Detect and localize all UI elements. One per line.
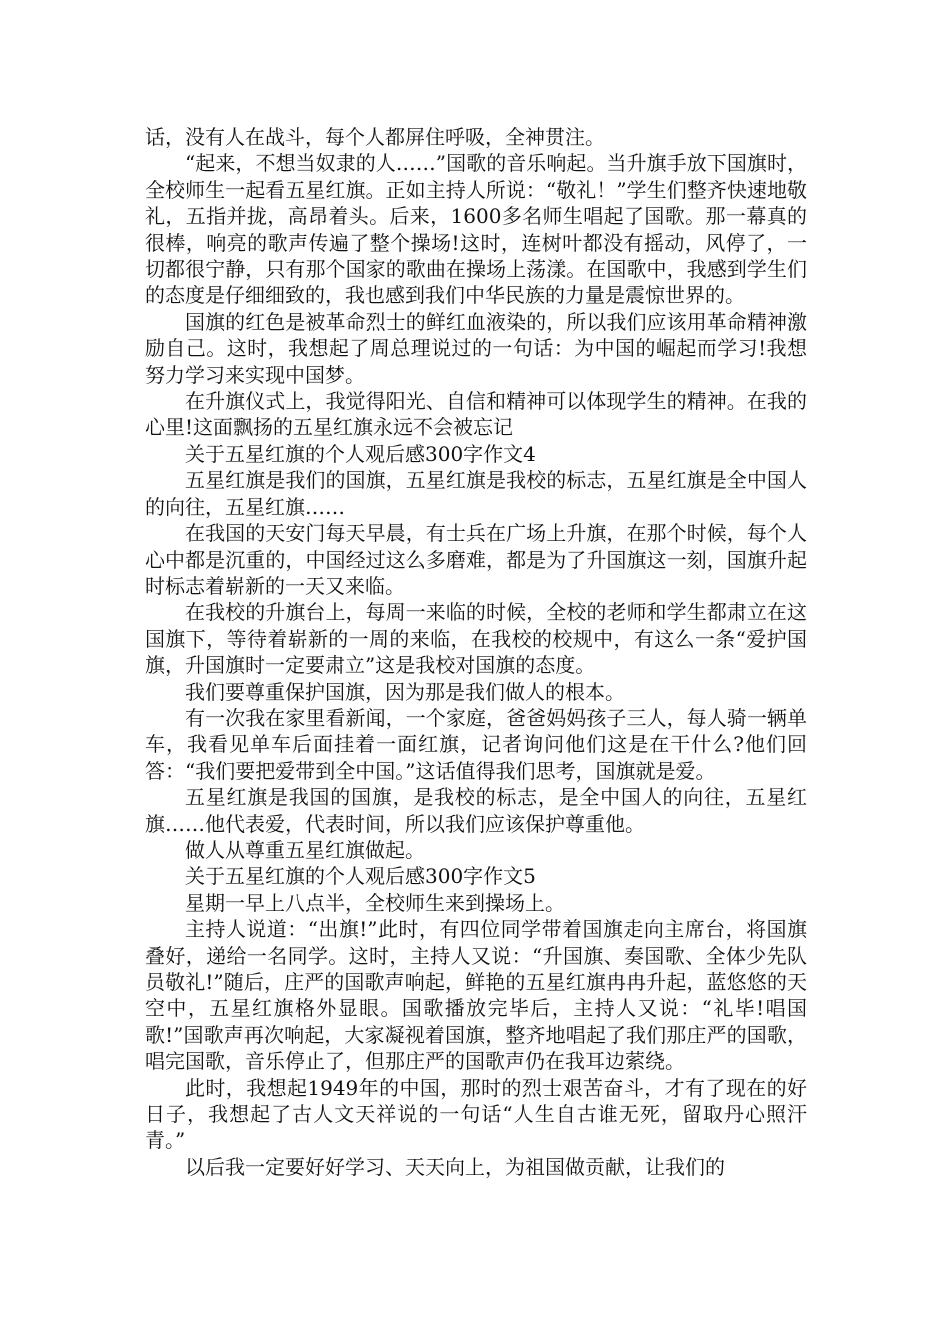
paragraph: 五星红旗是我们的国旗，五星红旗是我校的标志，五星红旗是全中国人的向往，五星红旗…… — [145, 468, 807, 519]
paragraph: 五星红旗是我国的国旗，是我校的标志，是全中国人的向往，五星红旗……他代表爱，代表时间，所以我们应该保护尊重他。 — [145, 785, 807, 836]
paragraph: 此时，我想起1949年的中国，那时的烈士艰苦奋斗，才有了现在的好日子，我想起了古人文天祥说的一句话“人生自古谁无死，留取丹心照汗青。” — [145, 1075, 807, 1153]
document-body — [145, 124, 807, 1180]
paragraph: 国旗的红色是被革命烈士的鲜红血液染的，所以我们应该用革命精神激励自己。这时，我想起了周总理说过的一句话：为中国的崛起而学习!我想努力学习来实现中国梦。 — [145, 309, 807, 387]
paragraph: 以后我一定要好好学习、天天向上，为祖国做贡献，让我们的 — [185, 1154, 725, 1179]
section-heading: 关于五星红旗的个人观后感300字作文5 — [185, 864, 536, 889]
paragraph: 在我校的升旗台上，每周一来临的时候，全校的老师和学生都肃立在这国旗下，等待着崭新的一周的来临，在我校的校规中，有这么一条“爱护国旗，升国旗时一定要肃立”这是我校对国旗的态度。 — [145, 600, 807, 678]
paragraph: 在我国的天安门每天早晨，有士兵在广场上升旗，在那个时候，每个人心中都是沉重的，中国经过这么多磨难，都是为了升国旗这一刻，国旗升起时标志着崭新的一天又来临。 — [145, 521, 807, 598]
paragraph: 星期一早上八点半，全校师生来到操场上。 — [185, 890, 565, 915]
paragraph: “起来，不想当奴隶的人……”国歌的音乐响起。当升旗手放下国旗时，全校师生一起看五星红旗。正如主持人所说：“敬礼！”学生们整齐快速地敬礼，五指并拢，高昂着头。后来，1600多名师生唱起了国歌。那一幕真的很棒，响亮的歌声传遍了整个操场!这时，连树叶都没有摇动，风停了，一切都很宁静，只有那个国家的歌曲在操场上荡漾。在国歌中，我感到学生们的态度是仔细细致的，我也感到我们中华民族的力量是震惊世界的。 — [145, 151, 807, 308]
paragraph: 我们要尊重保护国旗，因为那是我们做人的根本。 — [185, 679, 625, 704]
paragraph: 做人从尊重五星红旗做起。 — [185, 837, 425, 862]
paragraph: 话，没有人在战斗，每个人都屏住呼吸，全神贯注。 — [145, 125, 605, 149]
paragraph: 主持人说道：“出旗!”此时，有四位同学带着国旗走向主席台，将国旗叠好，递给一名同学。这时，主持人又说：“升国旗、奏国歌、全体少先队员敬礼!”随后，庄严的国歌声响起，鲜艳的五星红旗冉冉升起，蓝悠悠的天空中，五星红旗格外显眼。国歌播放完毕后，主持人又说：“礼毕!唱国歌!”国歌声再次响起，大家凝视着国旗，整齐地唱起了我们那庄严的国歌，唱完国歌，音乐停止了，但那庄严的国歌声仍在我耳边萦绕。 — [145, 917, 807, 1074]
section-heading: 关于五星红旗的个人观后感300字作文4 — [185, 441, 536, 466]
paragraph: 在升旗仪式上，我觉得阳光、自信和精神可以体现学生的精神。在我的心里!这面飘扬的五星红旗永远不会被忘记 — [145, 389, 807, 440]
paragraph: 有一次我在家里看新闻，一个家庭，爸爸妈妈孩子三人，每人骑一辆单车，我看见单车后面挂着一面红旗，记者询问他们这是在干什么?他们回答：“我们要把爱带到全中国。”这话值得我们思考，国旗就是爱。 — [145, 705, 807, 783]
